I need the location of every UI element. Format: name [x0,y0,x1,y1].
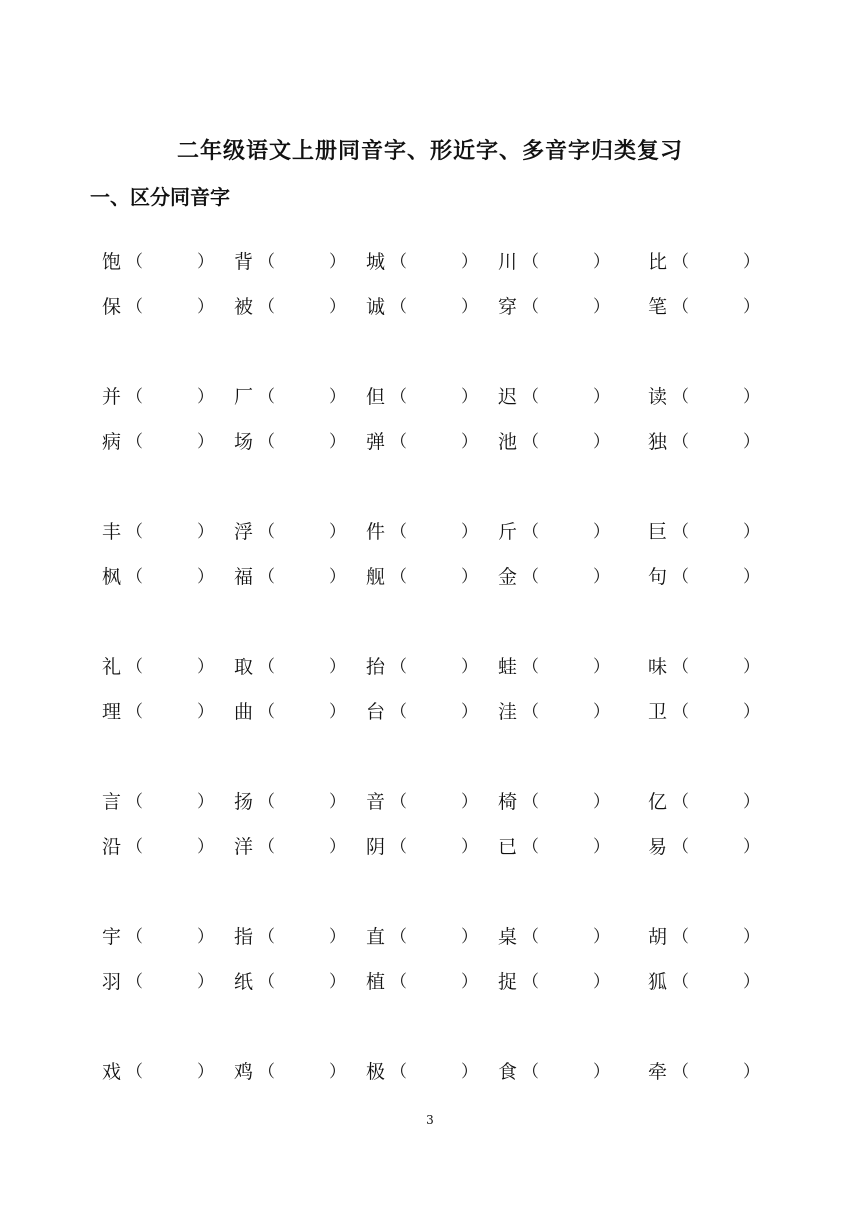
homophone-character: 胡 [648,926,668,948]
answer-paren-open: （ [126,252,143,272]
homophone-character: 蛙 [498,656,518,678]
answer-paren-close: ） [461,972,478,992]
answer-paren-close: ） [461,432,478,452]
homophone-cell [102,519,214,545]
answer-paren-close: ） [197,702,214,722]
homophone-cell [234,789,346,815]
homophone-cell [498,294,610,320]
answer-paren-close: ） [197,837,214,857]
homophone-cell [366,834,478,860]
homophone-character: 抬 [366,656,386,678]
answer-paren-close: ） [329,252,346,272]
homophone-character: 厂 [234,386,254,408]
answer-paren-open: （ [672,837,689,857]
homophone-cell [234,969,346,995]
homophone-character: 羽 [102,971,122,993]
answer-paren-close: ） [197,387,214,407]
homophone-cell [648,1059,760,1085]
homophone-character: 曲 [234,701,254,723]
answer-paren-close: ） [197,432,214,452]
homophone-character: 台 [366,701,386,723]
answer-paren-open: （ [522,297,539,317]
answer-paren-open: （ [258,972,275,992]
homophone-cell [498,249,610,275]
answer-paren-close: ） [743,432,760,452]
homophone-cell [102,969,214,995]
answer-paren-close: ） [593,792,610,812]
homophone-cell [366,924,478,950]
answer-paren-close: ） [197,927,214,947]
answer-paren-open: （ [522,432,539,452]
homophone-cell [498,699,610,725]
answer-paren-open: （ [390,522,407,542]
homophone-cell [648,384,760,410]
homophone-character: 诚 [366,296,386,318]
homophone-character: 读 [648,386,668,408]
homophone-character: 礼 [102,656,122,678]
homophone-character: 饱 [102,251,122,273]
answer-paren-close: ） [593,522,610,542]
homophone-cell [102,564,214,590]
homophone-character: 斤 [498,521,518,543]
answer-paren-open: （ [258,567,275,587]
answer-paren-close: ） [593,297,610,317]
answer-paren-close: ） [329,972,346,992]
answer-paren-close: ） [743,927,760,947]
answer-paren-open: （ [672,1062,689,1082]
answer-paren-open: （ [258,702,275,722]
homophone-cell [234,924,346,950]
answer-paren-close: ） [593,837,610,857]
homophone-character: 直 [366,926,386,948]
homophone-character: 城 [366,251,386,273]
homophone-character: 捉 [498,971,518,993]
answer-paren-open: （ [672,432,689,452]
homophone-cell [234,519,346,545]
answer-paren-open: （ [522,1062,539,1082]
answer-paren-close: ） [329,522,346,542]
answer-paren-close: ） [197,297,214,317]
homophone-character: 洋 [234,836,254,858]
homophone-character: 但 [366,386,386,408]
homophone-character: 易 [648,836,668,858]
answer-paren-open: （ [390,702,407,722]
answer-paren-close: ） [461,252,478,272]
answer-paren-open: （ [126,972,143,992]
answer-paren-open: （ [258,792,275,812]
homophone-cell [648,924,760,950]
homophone-character: 纸 [234,971,254,993]
answer-paren-open: （ [390,972,407,992]
answer-paren-close: ） [593,657,610,677]
answer-paren-close: ） [197,792,214,812]
answer-paren-open: （ [672,657,689,677]
homophone-character: 扬 [234,791,254,813]
homophone-cell [102,294,214,320]
answer-paren-open: （ [672,567,689,587]
homophone-character: 牵 [648,1061,668,1083]
document-title: 二年级语文上册同音字、形近字、多音字归类复习 [176,138,683,164]
homophone-character: 取 [234,656,254,678]
homophone-cell [234,699,346,725]
homophone-character: 迟 [498,386,518,408]
homophone-character: 金 [498,566,518,588]
answer-paren-close: ） [743,702,760,722]
homophone-cell [102,654,214,680]
answer-paren-open: （ [126,702,143,722]
answer-paren-close: ） [197,1062,214,1082]
answer-paren-open: （ [390,1062,407,1082]
answer-paren-close: ） [329,297,346,317]
answer-paren-open: （ [522,657,539,677]
answer-paren-close: ） [197,657,214,677]
answer-paren-open: （ [672,927,689,947]
homophone-cell [234,1059,346,1085]
answer-paren-close: ） [743,1062,760,1082]
homophone-character: 狐 [648,971,668,993]
homophone-character: 理 [102,701,122,723]
answer-paren-close: ） [461,657,478,677]
homophone-character: 枫 [102,566,122,588]
homophone-character: 巨 [648,521,668,543]
homophone-character: 句 [648,566,668,588]
homophone-cell [648,249,760,275]
answer-paren-open: （ [126,522,143,542]
homophone-character: 弹 [366,431,386,453]
answer-paren-open: （ [126,657,143,677]
homophone-cell [498,789,610,815]
homophone-character: 阴 [366,836,386,858]
answer-paren-open: （ [126,1062,143,1082]
answer-paren-open: （ [126,792,143,812]
homophone-cell [366,564,478,590]
answer-paren-open: （ [126,927,143,947]
answer-paren-open: （ [522,522,539,542]
answer-paren-open: （ [522,252,539,272]
answer-paren-open: （ [258,837,275,857]
answer-paren-open: （ [522,972,539,992]
homophone-cell [498,834,610,860]
homophone-character: 已 [498,836,518,858]
homophone-character: 独 [648,431,668,453]
answer-paren-close: ） [743,387,760,407]
answer-paren-close: ） [593,927,610,947]
homophone-character: 亿 [648,791,668,813]
answer-paren-close: ） [743,837,760,857]
answer-paren-open: （ [258,657,275,677]
homophone-character: 件 [366,521,386,543]
homophone-cell [234,654,346,680]
answer-paren-open: （ [126,297,143,317]
homophone-character: 极 [366,1061,386,1083]
homophone-cell [648,654,760,680]
answer-paren-open: （ [390,792,407,812]
homophone-character: 指 [234,926,254,948]
answer-paren-close: ） [329,702,346,722]
answer-paren-close: ） [743,297,760,317]
answer-paren-open: （ [258,522,275,542]
homophone-cell [366,429,478,455]
answer-paren-close: ） [743,522,760,542]
answer-paren-open: （ [126,432,143,452]
homophone-character: 舰 [366,566,386,588]
answer-paren-close: ） [593,432,610,452]
answer-paren-open: （ [258,927,275,947]
answer-paren-open: （ [672,972,689,992]
homophone-cell [648,789,760,815]
answer-paren-close: ） [461,792,478,812]
answer-paren-open: （ [522,837,539,857]
answer-paren-close: ） [743,567,760,587]
answer-paren-close: ） [329,927,346,947]
homophone-cell [648,429,760,455]
answer-paren-open: （ [672,792,689,812]
homophone-character: 宇 [102,926,122,948]
homophone-cell [102,384,214,410]
homophone-character: 沿 [102,836,122,858]
answer-paren-close: ） [197,522,214,542]
homophone-cell [366,249,478,275]
homophone-character: 浮 [234,521,254,543]
answer-paren-open: （ [390,657,407,677]
homophone-cell [234,294,346,320]
answer-paren-open: （ [672,297,689,317]
answer-paren-close: ） [329,567,346,587]
answer-paren-close: ） [461,297,478,317]
homophone-cell [234,384,346,410]
homophone-cell [234,249,346,275]
answer-paren-open: （ [258,1062,275,1082]
homophone-cell [648,834,760,860]
answer-paren-close: ） [197,567,214,587]
answer-paren-open: （ [126,387,143,407]
homophone-cell [234,429,346,455]
answer-paren-open: （ [390,387,407,407]
homophone-cell [648,564,760,590]
answer-paren-close: ） [743,657,760,677]
homophone-cell [366,969,478,995]
homophone-character: 戏 [102,1061,122,1083]
answer-paren-close: ） [329,792,346,812]
answer-paren-open: （ [258,252,275,272]
answer-paren-close: ） [593,567,610,587]
answer-paren-close: ） [593,702,610,722]
answer-paren-close: ） [593,1062,610,1082]
answer-paren-open: （ [672,702,689,722]
homophone-character: 鸡 [234,1061,254,1083]
homophone-cell [102,429,214,455]
answer-paren-open: （ [672,522,689,542]
homophone-character: 植 [366,971,386,993]
homophone-cell [648,699,760,725]
homophone-character: 食 [498,1061,518,1083]
answer-paren-open: （ [672,387,689,407]
homophone-character: 桌 [498,926,518,948]
homophone-character: 场 [234,431,254,453]
answer-paren-open: （ [390,297,407,317]
homophone-cell [648,969,760,995]
answer-paren-open: （ [390,432,407,452]
answer-paren-close: ） [461,837,478,857]
answer-paren-close: ） [461,927,478,947]
homophone-character: 丰 [102,521,122,543]
homophone-character: 味 [648,656,668,678]
answer-paren-close: ） [593,252,610,272]
homophone-cell [366,1059,478,1085]
answer-paren-open: （ [522,387,539,407]
answer-paren-open: （ [390,837,407,857]
homophone-cell [102,789,214,815]
answer-paren-open: （ [522,927,539,947]
answer-paren-close: ） [461,387,478,407]
homophone-character: 保 [102,296,122,318]
page-number: 3 [426,1113,434,1127]
homophone-character: 椅 [498,791,518,813]
homophone-character: 病 [102,431,122,453]
homophone-character: 并 [102,386,122,408]
answer-paren-close: ） [461,702,478,722]
answer-paren-close: ） [743,972,760,992]
homophone-cell [366,384,478,410]
answer-paren-open: （ [258,387,275,407]
answer-paren-close: ） [329,837,346,857]
homophone-cell [102,1059,214,1085]
homophone-cell [102,834,214,860]
homophone-cell [498,429,610,455]
answer-paren-open: （ [258,297,275,317]
answer-paren-open: （ [126,567,143,587]
answer-paren-close: ） [743,252,760,272]
homophone-cell [102,249,214,275]
answer-paren-close: ） [593,387,610,407]
homophone-character: 穿 [498,296,518,318]
answer-paren-open: （ [390,252,407,272]
homophone-cell [234,834,346,860]
homophone-cell [498,564,610,590]
homophone-cell [498,519,610,545]
homophone-character: 川 [498,251,518,273]
answer-paren-open: （ [672,252,689,272]
homophone-cell [498,384,610,410]
homophone-character: 福 [234,566,254,588]
answer-paren-close: ） [461,1062,478,1082]
homophone-character: 笔 [648,296,668,318]
answer-paren-close: ） [197,972,214,992]
homophone-cell [498,924,610,950]
homophone-character: 音 [366,791,386,813]
answer-paren-open: （ [522,567,539,587]
answer-paren-open: （ [522,792,539,812]
homophone-cell [366,789,478,815]
answer-paren-open: （ [390,927,407,947]
homophone-character: 比 [648,251,668,273]
answer-paren-close: ） [461,567,478,587]
homophone-cell [102,924,214,950]
homophone-character: 洼 [498,701,518,723]
answer-paren-close: ） [329,1062,346,1082]
answer-paren-close: ） [743,792,760,812]
homophone-character: 被 [234,296,254,318]
homophone-cell [648,519,760,545]
answer-paren-close: ） [329,657,346,677]
homophone-cell [234,564,346,590]
answer-paren-close: ） [197,252,214,272]
homophone-character: 言 [102,791,122,813]
homophone-cell [498,1059,610,1085]
answer-paren-open: （ [390,567,407,587]
answer-paren-close: ） [329,387,346,407]
homophone-cell [648,294,760,320]
answer-paren-open: （ [258,432,275,452]
answer-paren-open: （ [522,702,539,722]
answer-paren-close: ） [329,432,346,452]
homophone-cell [366,699,478,725]
homophone-character: 池 [498,431,518,453]
answer-paren-close: ） [593,972,610,992]
homophone-cell [498,654,610,680]
homophone-cell [102,699,214,725]
homophone-cell [366,519,478,545]
answer-paren-close: ） [461,522,478,542]
homophone-cell [366,654,478,680]
homophone-cell [366,294,478,320]
homophone-character: 背 [234,251,254,273]
homophone-character: 卫 [648,701,668,723]
homophone-cell [498,969,610,995]
answer-paren-open: （ [126,837,143,857]
section-heading: 一、区分同音字 [90,185,230,209]
